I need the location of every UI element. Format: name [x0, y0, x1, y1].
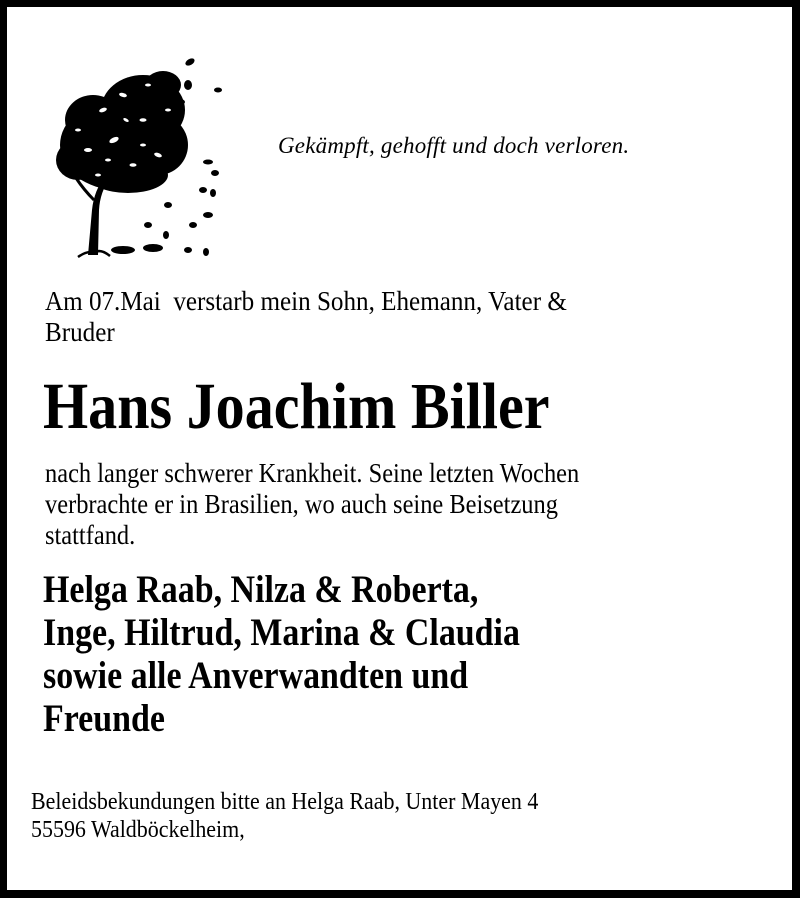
body-line: stattfand.: [45, 520, 136, 550]
condolence-line: 55596 Waldböckelheim,: [31, 817, 245, 843]
motto-quote: Gekämpft, gehofft und doch verloren.: [278, 133, 630, 158]
body-line: verbrachte er in Brasilien, wo auch seine Beisetzung: [45, 489, 558, 519]
death-announcement-intro: [45, 286, 715, 348]
mourners-list: [43, 568, 520, 740]
mourners-line: Freunde: [43, 697, 165, 740]
condolence-address: [31, 788, 538, 844]
mourners-line: sowie alle Anverwandten und: [43, 654, 469, 697]
mourners-line: Helga Raab, Nilza & Roberta,: [43, 568, 479, 611]
intro-line: Am 07.Mai verstarb mein Sohn, Ehemann, Vater &: [45, 286, 567, 316]
deceased-name: Hans Joachim Biller: [43, 370, 550, 443]
intro-line: Bruder: [45, 317, 115, 347]
windblown-tree-icon: [48, 50, 223, 260]
body-line: nach langer schwerer Krankheit. Seine letzten Wochen: [45, 458, 580, 488]
mourners-line: Inge, Hiltrud, Marina & Claudia: [43, 611, 520, 654]
condolence-line: Beleidsbekundungen bitte an Helga Raab, Unter Mayen 4: [31, 789, 539, 815]
announcement-body: [45, 458, 769, 551]
